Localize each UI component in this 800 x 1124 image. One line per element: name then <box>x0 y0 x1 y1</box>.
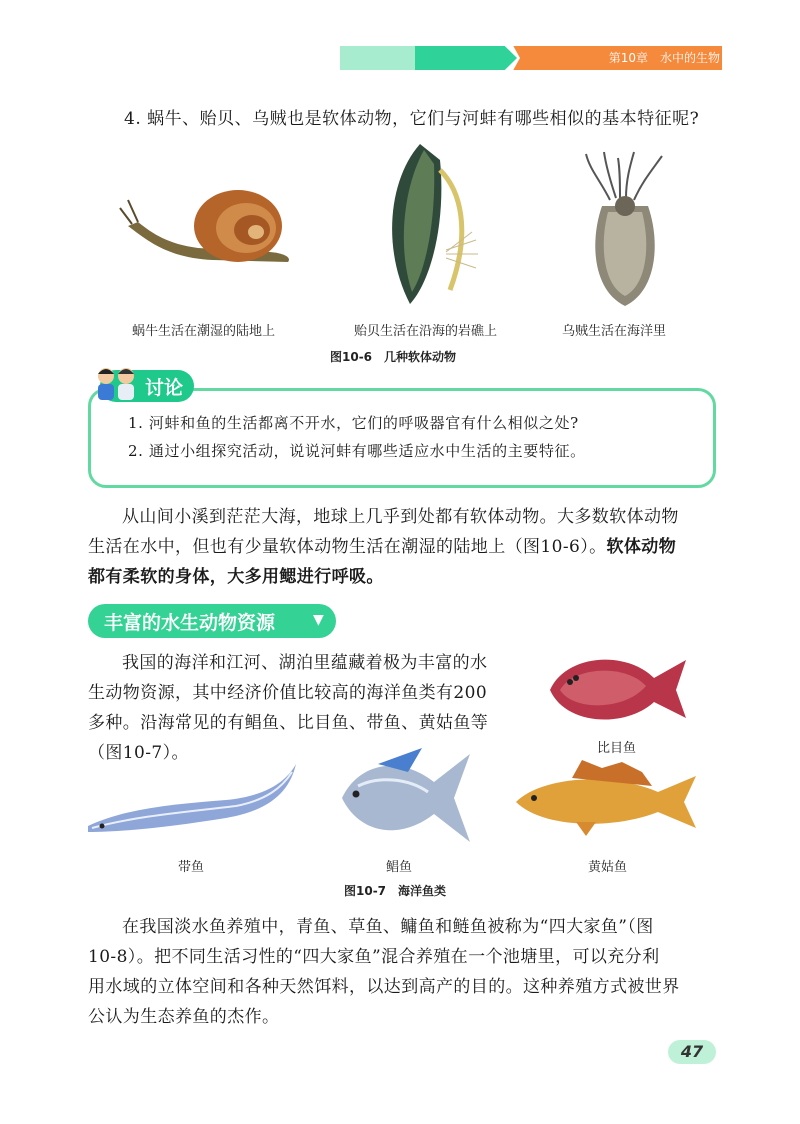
caption-cuttlefish: 乌贼生活在海洋里 <box>562 324 667 339</box>
figure-10-7-title: 图10-7 海洋鱼类 <box>344 884 447 898</box>
yellow-drum-illustration <box>512 758 700 838</box>
discussion-box <box>88 388 716 488</box>
discussion-item-2: 2. 通过小组探究活动，说说河蚌有哪些适应水中生活的主要特征。 <box>128 442 586 460</box>
paragraph3-line4: 公认为生态养鱼的杰作。 <box>88 1007 280 1027</box>
pomfret-illustration <box>338 746 474 848</box>
paragraph1-bold-term: 软体动物 <box>606 537 677 557</box>
students-icon <box>92 364 142 404</box>
caption-mussel: 贻贝生活在沿海的岩礁上 <box>354 324 498 339</box>
paragraph2-line2: 生动物资源，其中经济价值比较高的海洋鱼类有200 <box>88 683 488 703</box>
header-bar-mint <box>340 46 422 70</box>
section-title: 丰富的水生动物资源 <box>104 612 276 634</box>
hairtail-illustration <box>86 760 300 836</box>
paragraph2-line3: 多种。沿海常见的有鲳鱼、比目鱼、带鱼、黄姑鱼等 <box>88 713 489 733</box>
header-bar-green <box>415 46 517 70</box>
cuttlefish-illustration <box>580 150 670 310</box>
snail-illustration <box>118 186 298 274</box>
paragraph1-line2-text: 生活在水中，但也有少量软体动物生活在潮湿的陆地上（图10-6）。 <box>88 537 607 557</box>
figure-10-6-title: 图10-6 几种软体动物 <box>330 350 457 364</box>
mussel-illustration <box>380 140 480 308</box>
chapter-title: 第10章 水中的生物 <box>608 51 720 65</box>
section-arrow-icon: ▼ <box>313 612 324 628</box>
caption-pomfret: 鲳鱼 <box>386 860 413 875</box>
caption-yellow-drum: 黄姑鱼 <box>588 860 628 875</box>
paragraph1-line3: 都有柔软的身体，大多用鳃进行呼吸。 <box>88 567 384 587</box>
caption-snail: 蜗牛生活在潮湿的陆地上 <box>132 324 276 339</box>
paragraph3-line3: 用水域的立体空间和各种天然饵料，以达到高产的目的。这种养殖方式被世界 <box>88 977 680 997</box>
discussion-label: 讨论 <box>145 377 184 399</box>
paragraph1-line1: 从山间小溪到茫茫大海，地球上几乎到处都有软体动物。大多数软体动物 <box>122 507 679 527</box>
paragraph1-line2 <box>88 532 676 562</box>
caption-flounder: 比目鱼 <box>597 741 637 756</box>
paragraph2-line1: 我国的海洋和江河、湖泊里蕴藏着极为丰富的水 <box>122 653 488 673</box>
paragraph2-line4: （图10-7）。 <box>88 743 189 763</box>
flounder-illustration <box>546 646 692 730</box>
paragraph3-line2: 10-8）。把不同生活习性的“四大家鱼”混合养殖在一个池塘里，可以充分利 <box>88 947 660 967</box>
question-4: 4. 蜗牛、贻贝、乌贼也是软体动物，它们与河蚌有哪些相似的基本特征呢? <box>124 109 700 129</box>
caption-hairtail: 带鱼 <box>178 860 205 875</box>
discussion-item-1: 1. 河蚌和鱼的生活都离不开水，它们的呼吸器官有什么相似之处? <box>128 414 579 432</box>
page-number: 47 <box>668 1040 716 1064</box>
paragraph3-line1: 在我国淡水鱼养殖中，青鱼、草鱼、鳙鱼和鲢鱼被称为“四大家鱼”（图 <box>122 917 654 937</box>
